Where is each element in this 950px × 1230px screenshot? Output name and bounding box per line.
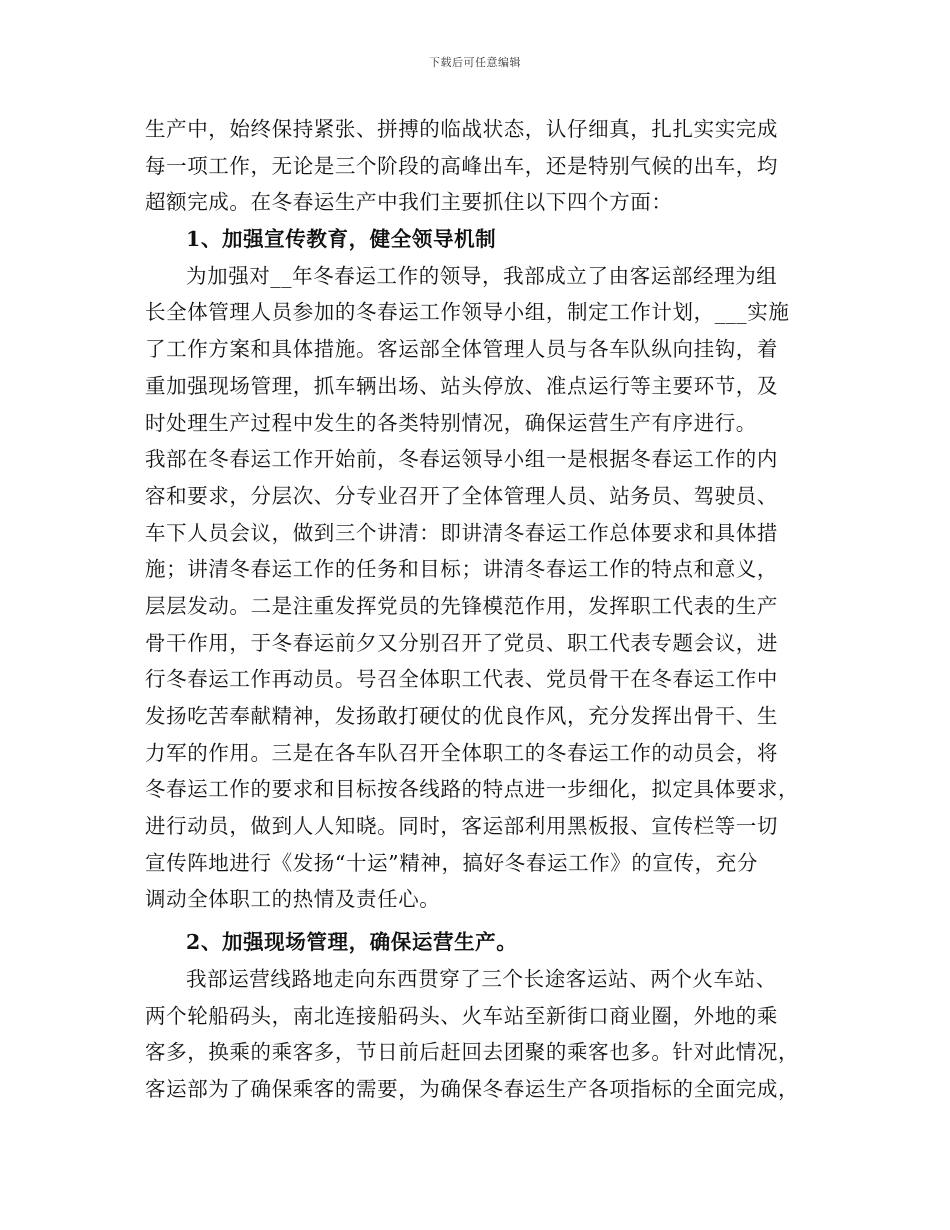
text-line: 为加强对__年冬春运工作的领导，我部成立了由客运部经理为组 (186, 263, 778, 288)
text-line: 冬春运工作的要求和目标按各线路的特点进一步细化，拟定具体要求， (145, 777, 800, 802)
text-line: 时处理生产过程中发生的各类特别情况，确保运营生产有序进行。 (145, 410, 757, 435)
text-line: 我部运营线路地走向东西贯穿了三个长途客运站、两个火车站、 (186, 966, 777, 991)
text-line: 两个轮船码头，南北连接船码头、火车站至新街口商业圈，外地的乘 (145, 1003, 778, 1028)
text-line: 发扬吃苦奉献精神，发扬敢打硬仗的优良作风，充分发挥出骨干、生 (145, 704, 778, 728)
text-line: 行冬春运工作再动员。号召全体职工代表、党员骨干在冬春运工作中 (145, 667, 778, 692)
text-line: 我部在冬春运工作开始前，冬春运领导小组一是根据冬春运工作的内 (145, 447, 778, 472)
text-line: 了工作方案和具体措施。客运部全体管理人员与各车队纵向挂钩，着 (145, 337, 778, 362)
text-line: 施；讲清冬春运工作的任务和目标；讲清冬春运工作的特点和意义， (145, 557, 778, 582)
paragraph-4 (145, 961, 807, 1108)
text-line: 客多，换乘的乘客多，节日前后赶回去团聚的乘客也多。针对此情况， (145, 1040, 800, 1065)
paragraph-2 (145, 258, 807, 441)
text-line: 骨干作用，于冬春运前夕又分别召开了党员、职工代表专题会议，进 (145, 630, 778, 655)
section-heading-1: 1、加强宣传教育，健全领导机制 (186, 227, 497, 252)
text-line: 容和要求，分层次、分专业召开了全体管理人员、站务员、驾驶员、 (145, 483, 778, 508)
page-header: 下载后可任意编辑 (429, 56, 521, 69)
text-line: 车下人员会议，做到三个讲清：即讲清冬春运工作总体要求和具体措 (145, 520, 778, 545)
text-line: 重加强现场管理，抓车辆出场、站头停放、准点运行等主要环节，及 (145, 373, 778, 398)
text-line: 长全体管理人员参加的冬春运工作领导小组，制定工作计划，___实施 (145, 300, 790, 325)
text-line: 客运部为了确保乘客的需要，为确保冬春运生产各项指标的全面完成， (145, 1076, 800, 1101)
text-line: 超额完成。在冬春运生产中我们主要抓住以下四个方面： (145, 190, 673, 215)
text-line: 层层发动。二是注重发挥党员的先锋模范作用，发挥职工代表的生产 (145, 593, 778, 618)
text-line: 生产中，始终保持紧张、拼搏的临战状态，认仔细真，扎扎实实完成 (145, 117, 778, 141)
text-line: 宣传阵地进行《发扬“十运”精神，搞好冬春运工作》的宣传，充分 (145, 850, 758, 875)
paragraph-1 (145, 111, 807, 221)
text-line: 每一项工作，无论是三个阶段的高峰出车，还是特别气候的出车，均 (145, 153, 778, 178)
text-line: 力军的作用。三是在各车队召开全体职工的冬春运工作的动员会，将 (145, 740, 778, 765)
paragraph-3 (145, 441, 807, 918)
text-line: 进行动员，做到人人知晓。同时，客运部利用黑板报、宣传栏等一切 (145, 814, 778, 839)
text-line: 调动全体职工的热情及责任心。 (145, 887, 441, 912)
document-body (145, 111, 807, 1108)
section-heading-2: 2、加强现场管理，确保运营生产。 (186, 930, 518, 955)
